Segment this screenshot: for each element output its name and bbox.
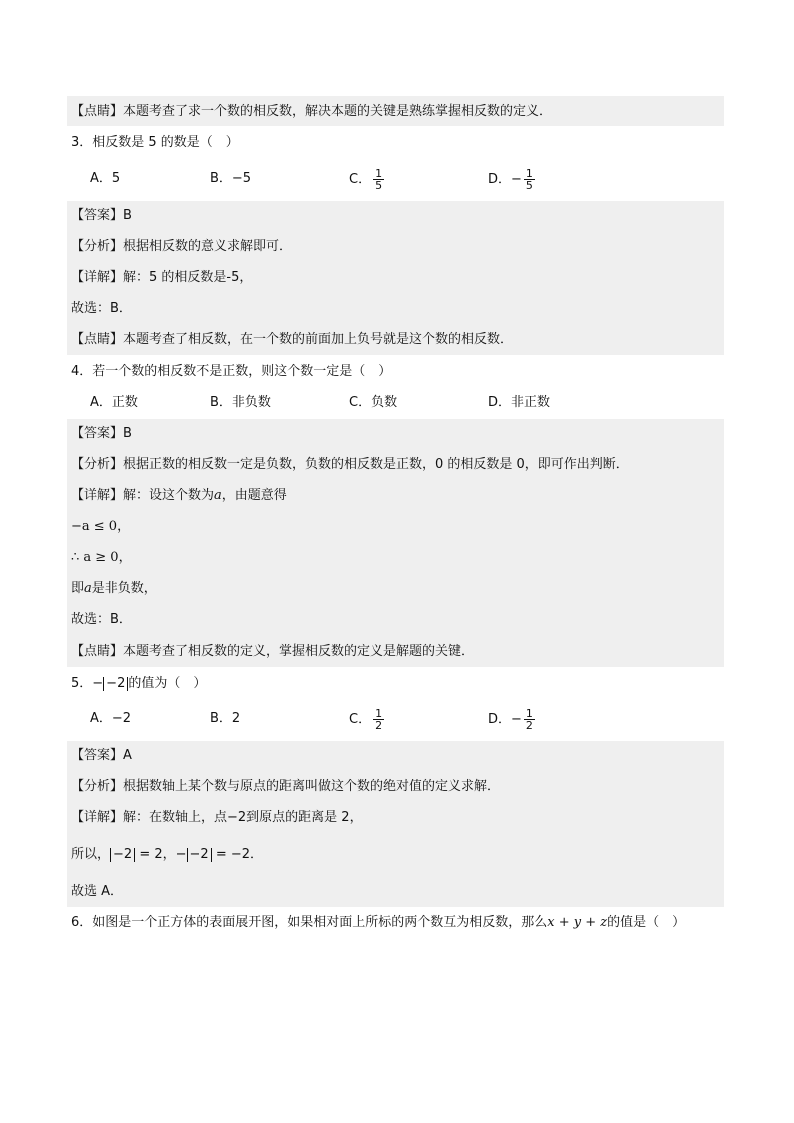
variable-a: a	[84, 581, 92, 596]
q4-eq3-post: 是非负数，	[91, 581, 157, 596]
q4-option-c: C．负数	[349, 395, 398, 410]
q3-option-c-label: C．	[349, 172, 372, 187]
absolute-value: −2	[187, 848, 212, 862]
q3-option-d-label: D．−	[488, 172, 522, 187]
q5-detail: 【详解】解：在数轴上，点−2到原点的距离是 2，	[71, 810, 363, 825]
q4-answer: 【答案】B	[71, 426, 132, 441]
q6-expression: x + y + z	[547, 915, 608, 930]
q5-stem-pre: 5．−	[71, 676, 104, 691]
q3-detail: 【详解】解：5 的相反数是-5，	[71, 270, 253, 285]
fraction	[373, 708, 384, 731]
q6-stem	[71, 913, 685, 933]
fraction-denominator: 5	[375, 179, 383, 192]
q3-option-c	[349, 168, 384, 190]
q4-option-d: D．非正数	[488, 395, 551, 410]
q5-option-c-label: C．	[349, 712, 372, 727]
q5-so-post: = −2．	[211, 847, 264, 862]
q5-option-c	[349, 708, 384, 730]
q5-option-d	[488, 708, 535, 730]
q3-answer: 【答案】B	[71, 208, 132, 223]
q4-eq3-pre: 即	[71, 581, 85, 596]
q3-stem: 3．相反数是 5 的数是（ ）	[71, 135, 239, 150]
q2-comment: 【点睛】本题考查了求一个数的相反数，解决本题的关键是熟练掌握相反数的定义．	[71, 104, 553, 119]
q5-stem-post: 的值为（ ）	[128, 676, 207, 691]
q4-option-a: A．正数	[90, 395, 138, 410]
q4-option-b: B．非负数	[210, 395, 271, 410]
q5-so-mid: = 2，−	[135, 847, 187, 862]
q6-stem-post: 的值是（ ）	[607, 915, 686, 930]
q3-comment: 【点睛】本题考查了相反数，在一个数的前面加上负号就是这个数的相反数．	[71, 332, 514, 347]
q3-option-d	[488, 168, 535, 190]
q5-so	[71, 845, 263, 865]
fraction-denominator: 2	[525, 719, 533, 732]
q4-detail-pre: 【详解】解：设这个数为	[71, 488, 215, 503]
q4-comment: 【点睛】本题考查了相反数的定义，掌握相反数的定义是解题的关键．	[71, 644, 475, 659]
q4-equation-3	[71, 579, 157, 599]
q6-stem-pre: 6．如图是一个正方体的表面展开图，如果相对面上所标的两个数互为相反数，那么	[71, 915, 548, 930]
fraction-numerator: 1	[375, 167, 383, 180]
absolute-value: −2	[110, 848, 135, 862]
fraction	[524, 168, 535, 191]
fraction-numerator: 1	[525, 167, 533, 180]
q3-option-b: B．−5	[210, 171, 252, 186]
q3-analysis: 【分析】根据相反数的意义求解即可．	[71, 239, 293, 254]
q5-stem	[71, 674, 206, 694]
fraction	[524, 708, 535, 731]
fraction-numerator: 1	[375, 707, 383, 720]
fraction-denominator: 2	[375, 719, 383, 732]
q5-choose: 故选 A．	[71, 884, 124, 899]
q5-analysis: 【分析】根据数轴上某个数与原点的距离叫做这个数的绝对值的定义求解．	[71, 779, 501, 794]
q4-stem: 4．若一个数的相反数不是正数，则这个数一定是（ ）	[71, 364, 392, 379]
q5-option-a: A．−2	[90, 711, 132, 726]
q5-answer: 【答案】A	[71, 748, 132, 763]
absolute-value: −2	[103, 677, 128, 691]
q4-equation-1: −a ≤ 0，	[71, 519, 131, 534]
q4-detail	[71, 486, 287, 506]
q5-so-pre: 所以，	[71, 847, 111, 862]
q4-detail-post: ，由题意得	[221, 488, 287, 503]
q5-option-b: B．2	[210, 711, 241, 726]
q4-choose: 故选：B．	[71, 612, 132, 627]
q3-choose: 故选：B．	[71, 301, 132, 316]
q5-option-d-label: D．−	[488, 712, 522, 727]
fraction-denominator: 5	[525, 179, 533, 192]
variable-a: a	[214, 488, 222, 503]
fraction	[373, 168, 384, 191]
fraction-numerator: 1	[525, 707, 533, 720]
q4-analysis: 【分析】根据正数的相反数一定是负数，负数的相反数是正数，0 的相反数是 0，即可作出判断．	[71, 457, 629, 472]
q4-equation-2: ∴ a ≥ 0，	[71, 550, 132, 565]
q3-option-a: A．5	[90, 171, 121, 186]
